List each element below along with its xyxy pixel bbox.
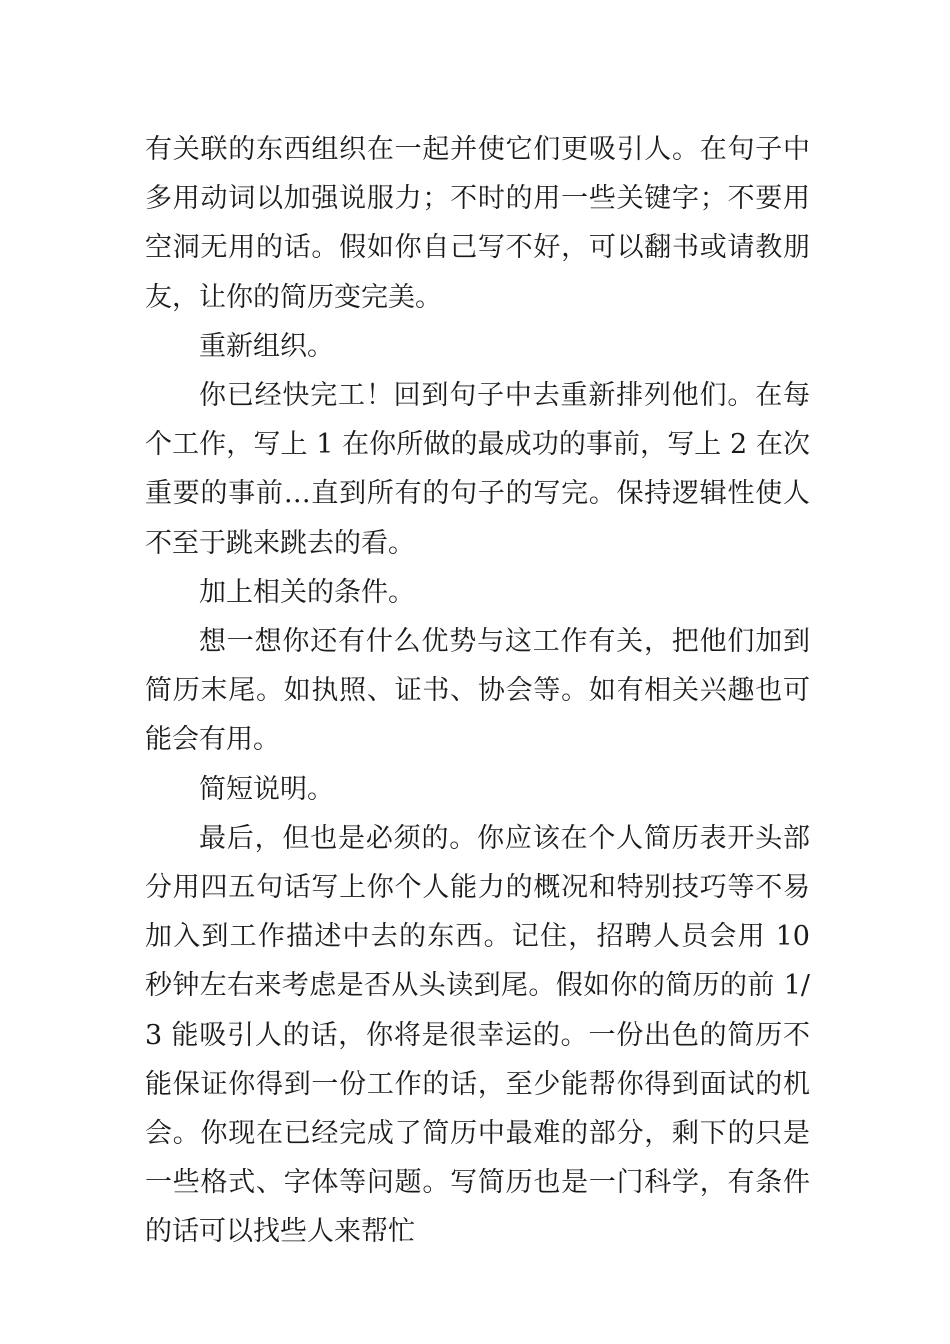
paragraph-brief-summary: 最后，但也是必须的。你应该在个人简历表开头部分用四五句话写上你个人能力的概况和特别技巧等不易加入到工作描述中去的东西。记住，招聘人员会用 10 秒钟左右来考虑是否从头读到尾。假如你的简历的前 1/3 能吸引人的话，你将是很幸运的。一份出色的简历不能保证你得到一份工作的话，至少能帮你得到面试的机会。你现在已经完成了简历中最难的部分，剩下的只是一些格式、字体等问题。写简历也是一门科学，有条件的话可以找些人来帮忙 [145,822,810,1248]
heading-add-conditions: 加上相关的条件。 [199,576,415,608]
document-body [145,125,810,1257]
heading-brief-summary: 简短说明。 [199,773,334,805]
paragraph-reorganize: 你已经快完工！回到句子中去重新排列他们。在每个工作，写上 1 在你所做的最成功的事前，写上 2 在次重要的事前…直到所有的句子的写完。保持逻辑性使人不至于跳来跳去的看。 [145,380,810,559]
heading-reorganize: 重新组织。 [199,330,334,362]
paragraph-add-conditions: 想一想你还有什么优势与这工作有关，把他们加到简历末尾。如执照、证书、协会等。如有相关兴趣也可能会有用。 [145,626,810,756]
paragraph-intro-continuation: 有关联的东西组织在一起并使它们更吸引人。在句子中多用动词以加强说服力；不时的用一些关键字；不要用空洞无用的话。假如你自己写不好，可以翻书或请教朋友，让你的简历变完美。 [145,134,810,313]
